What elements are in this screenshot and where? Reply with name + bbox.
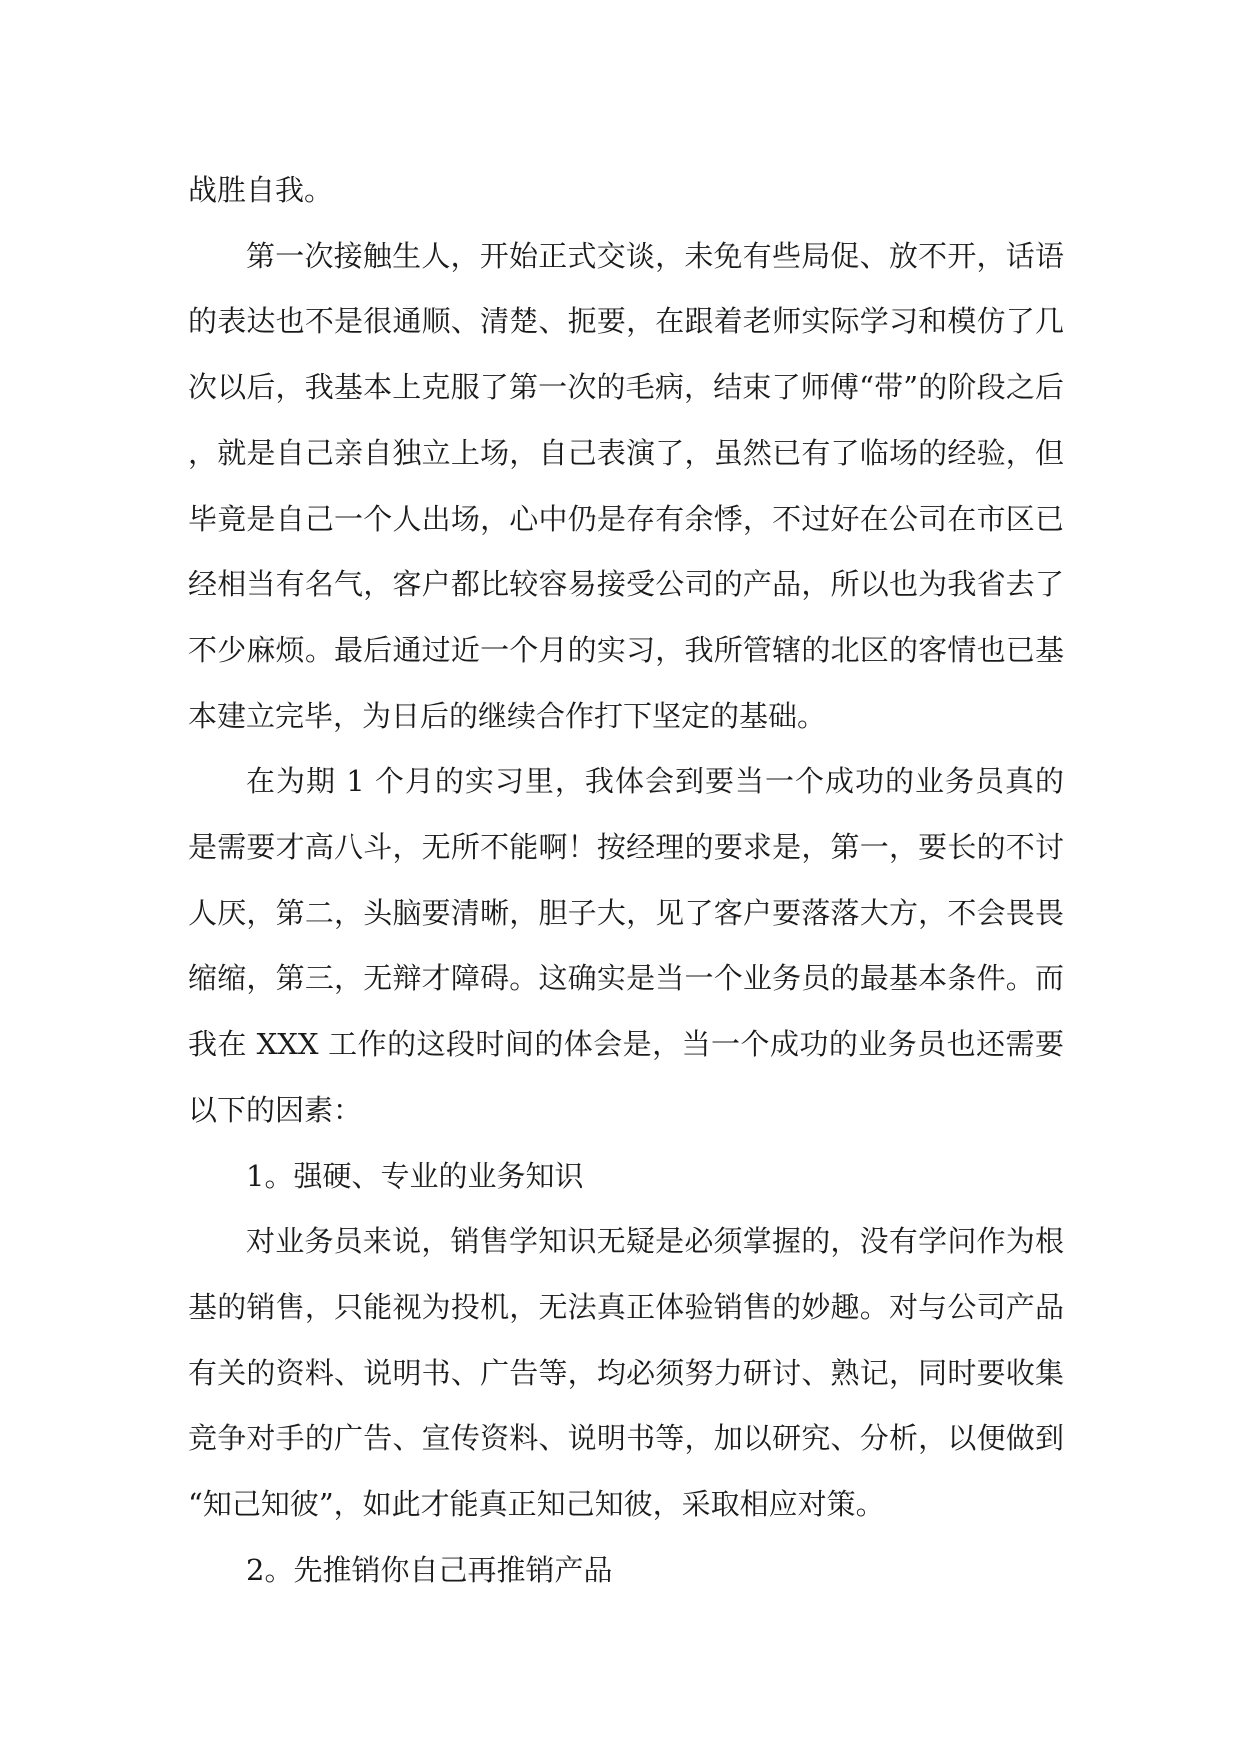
document-body <box>188 158 1064 1603</box>
section-heading-sell-yourself: 2。先推销你自己再推销产品 <box>246 1552 613 1587</box>
paragraph-first-contact: 第一次接触生人，开始正式交谈，未免有些局促、放不开，话语的表达也不是很通顺、清楚、扼要，在跟着老师实际学习和模仿了几次以后，我基本上克服了第一次的毛病，结束了师傅“带”的阶段之后，就是自己亲自独立上场，自己表演了，虽然已有了临场的经验，但毕竟是自己一个人出场，心中仍是存有余悸，不过好在公司在市区已经相当有名气，客户都比较容易接受公司的产品，所以也为我省去了不少麻烦。最后通过近一个月的实习，我所管辖的北区的客情也已基本建立完毕，为日后的继续合作打下坚定的基础。 <box>188 238 1064 733</box>
paragraph-sales-knowledge: 对业务员来说，销售学知识无疑是必须掌握的，没有学问作为根基的销售，只能视为投机，无法真正体验销售的妙趣。对与公司产品有关的资料、说明书、广告等，均必须努力研讨、熟记，同时要收集竞争对手的广告、宣传资料、说明书等，加以研究、分析，以便做到“知己知彼”，如此才能真正知己知彼，采取相应对策。 <box>188 1224 1064 1522</box>
paragraph-continuation: 战胜自我。 <box>188 173 334 207</box>
paragraph-internship-experience: 在为期 1 个月的实习里，我体会到要当一个成功的业务员真的是需要才高八斗，无所不能啊！按经理的要求是，第一，要长的不讨人厌，第二，头脑要清晰，胆子大，见了客户要落落大方，不会畏畏缩缩，第三，无辩才障碍。这确实是当一个业务员的最基本条件。而我在 XXX 工作的这段时间的体会是，当一个成功的业务员也还需要以下的因素： <box>188 764 1064 1127</box>
section-heading-professional-knowledge: 1。强硬、专业的业务知识 <box>246 1158 584 1193</box>
